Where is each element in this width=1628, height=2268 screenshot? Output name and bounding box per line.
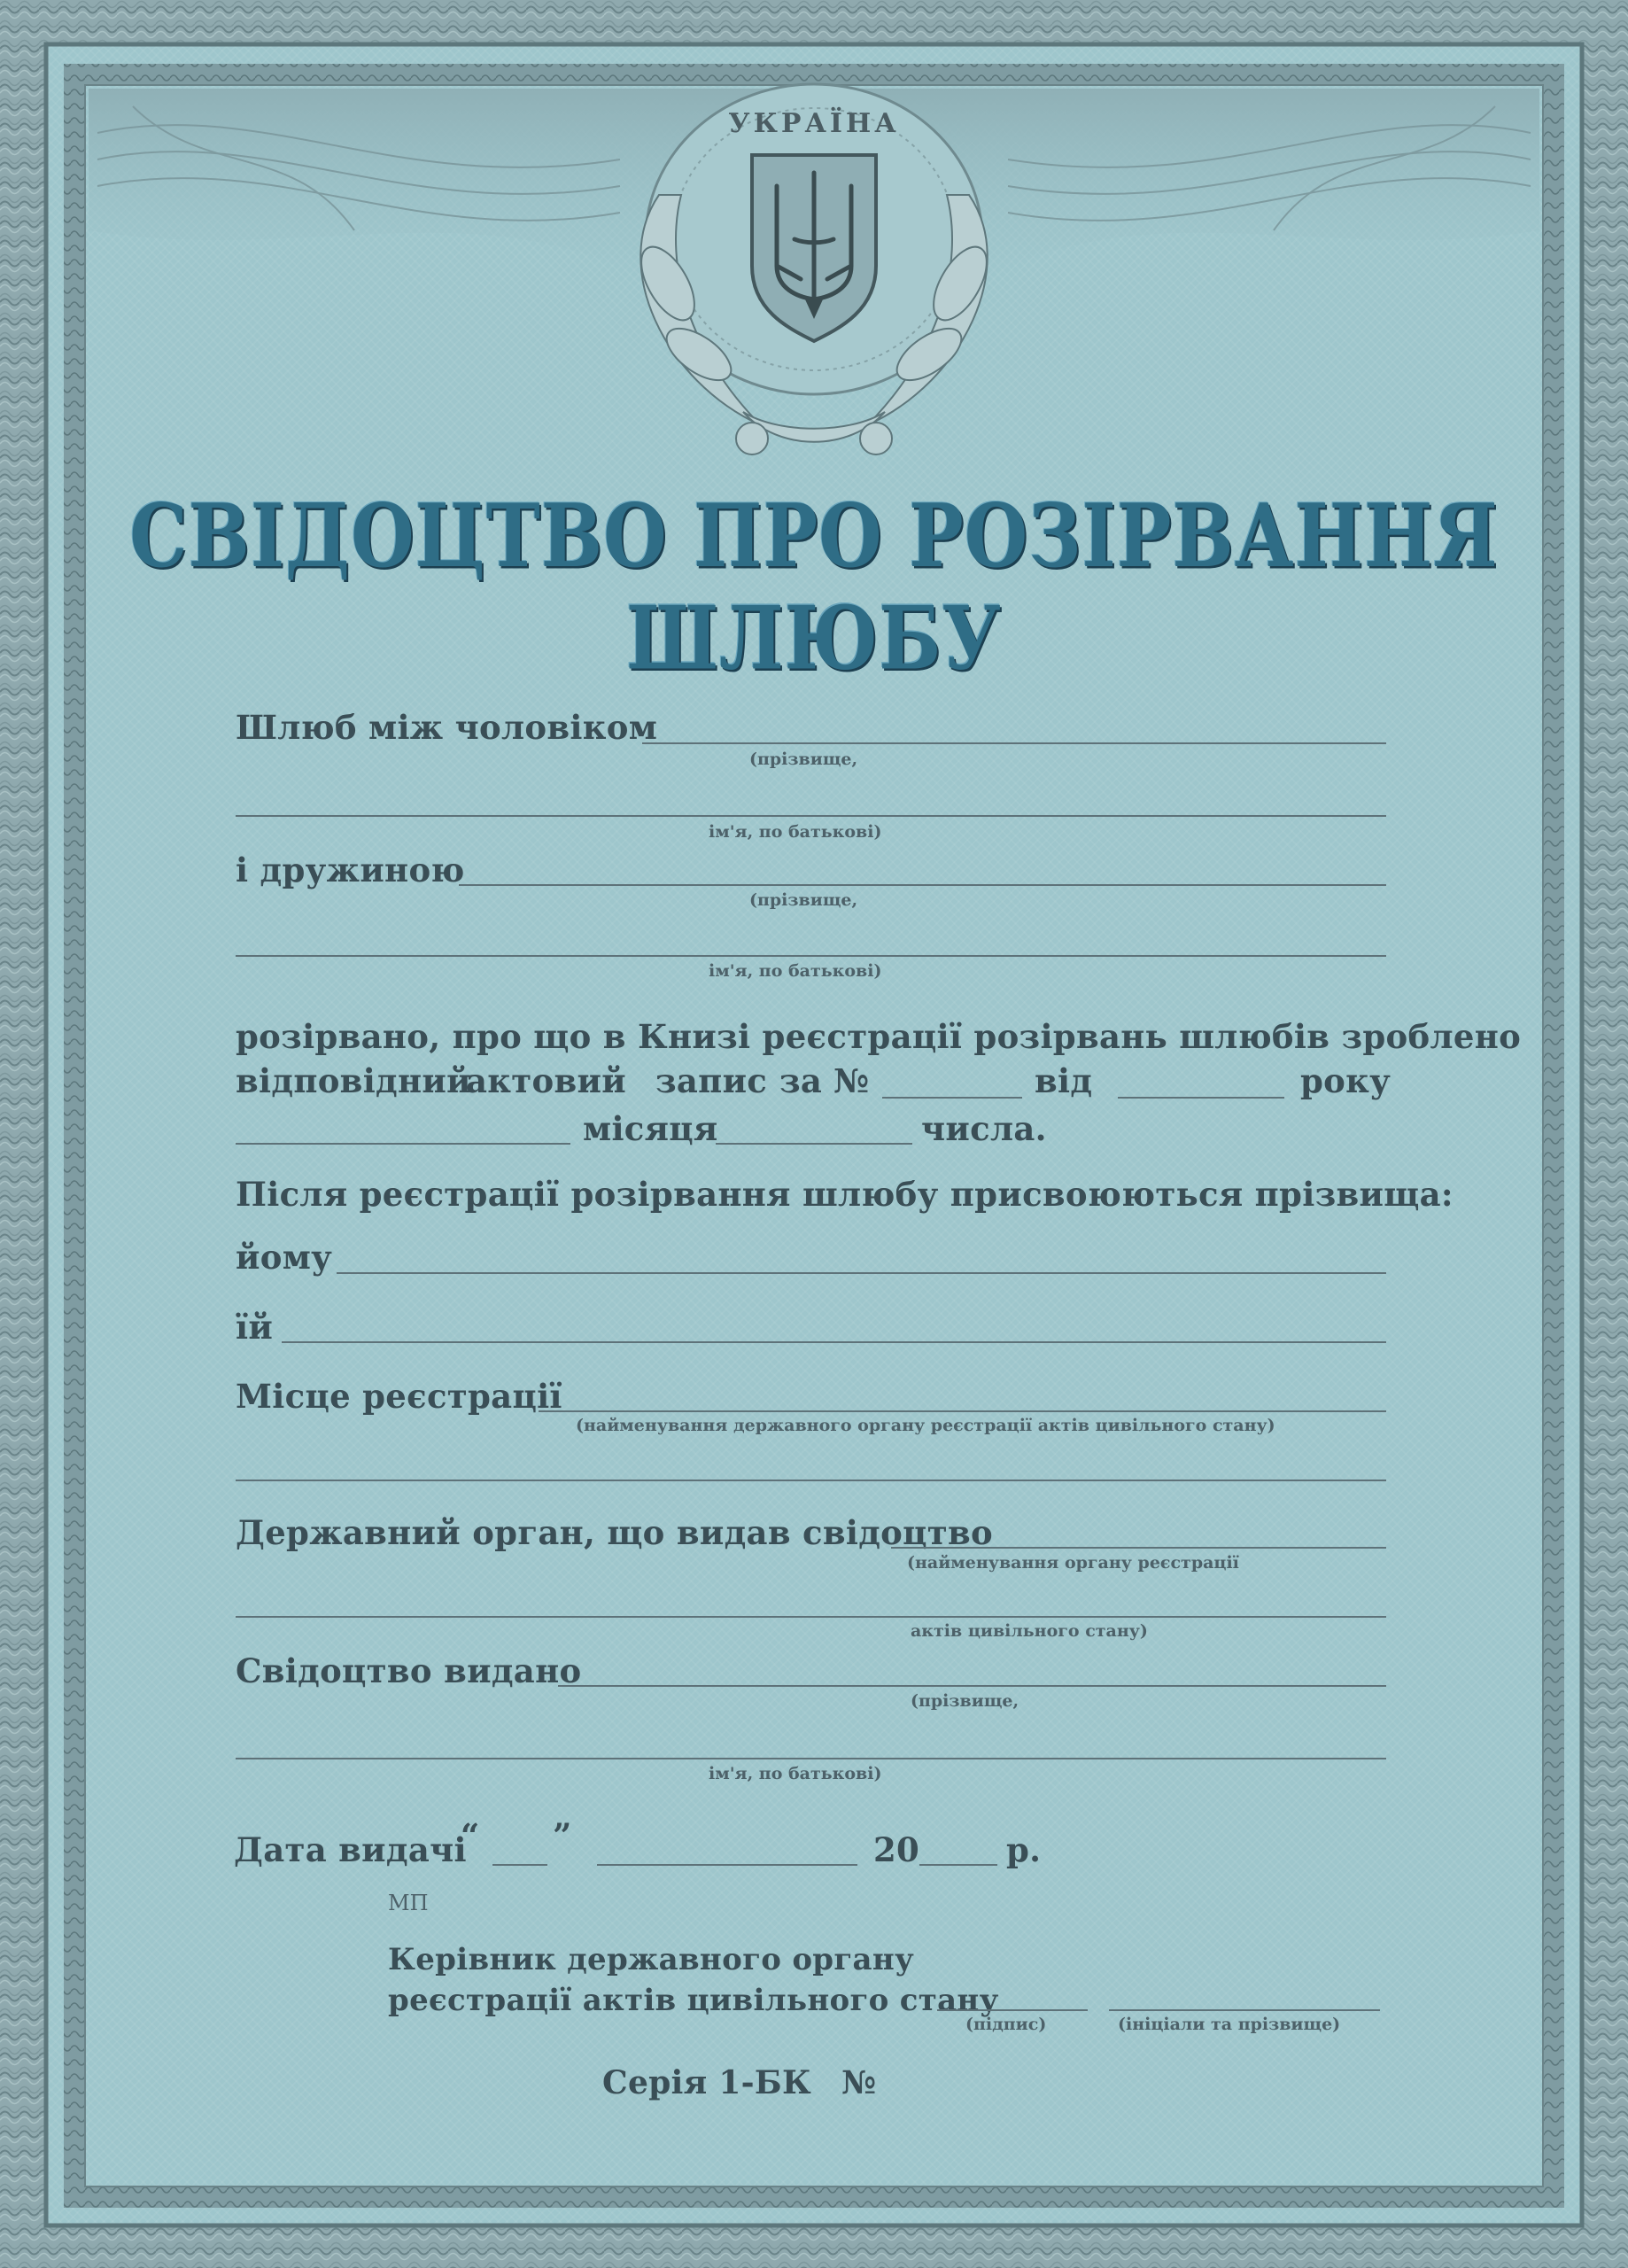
husband-name-hint: ім'я, по батькові) [709, 822, 882, 842]
place-hint: (найменування державного органу реєстрації актів цивільного стану) [576, 1416, 1275, 1435]
record-year: року [1300, 1061, 1392, 1100]
signature-hint: (підпис) [965, 2015, 1047, 2034]
issuer-hint-1: (найменування органу реєстрації [907, 1553, 1239, 1573]
husband-label: Шлюб між чоловіком [236, 708, 658, 747]
record-line-1: розірвано, про що в Книзі реєстрації розірвань шлюбів зроблено [236, 1017, 1522, 1056]
date-month-line [597, 1864, 857, 1866]
issued-to-name-line [236, 1758, 1386, 1759]
initials-line [1109, 2009, 1380, 2011]
issuer-hint-2: актів цивільного стану) [911, 1621, 1148, 1641]
date-open-quote: “ [461, 1816, 480, 1855]
date-century: 20 [873, 1830, 920, 1869]
record-month: місяця [583, 1109, 718, 1148]
husband-surname-hint: (прізвище, [749, 750, 858, 769]
issued-to-surname-hint: (прізвище, [911, 1691, 1019, 1711]
record-word-3: запис [655, 1061, 768, 1100]
date-year-line [919, 1864, 997, 1866]
record-year-line [1118, 1097, 1284, 1099]
head-line-1: Керівник державного органу [388, 1942, 915, 1977]
her-surname-line [282, 1341, 1386, 1343]
record-number-line [882, 1097, 1022, 1099]
issued-to-name-hint: ім'я, по батькові) [709, 1764, 882, 1783]
head-line-2: реєстрації актів цивільного стану [388, 1983, 999, 2018]
signature-line [937, 2009, 1088, 2011]
place-line [539, 1410, 1386, 1412]
issuer-line [891, 1547, 1386, 1549]
seal-mark: МП [388, 1891, 429, 1915]
issuer-label: Державний орган, що видав свідоцтво [236, 1513, 993, 1552]
record-word-2: актовий [466, 1061, 626, 1100]
record-month-line [236, 1143, 570, 1145]
him-label: йому [236, 1238, 333, 1277]
place-label: Місце реєстрації [236, 1377, 562, 1416]
wife-label: і дружиною [236, 850, 465, 889]
page-title: СВІДОЦТВО ПРО РОЗІРВАННЯ ШЛЮБУ [129, 485, 1499, 690]
wife-surname-hint: (прізвище, [749, 890, 858, 910]
wife-name-line [236, 955, 1386, 957]
him-surname-line [337, 1272, 1386, 1274]
record-word-4: за [779, 1061, 823, 1100]
issued-to-surname-line [558, 1685, 1386, 1687]
coat-of-arms-icon [752, 155, 876, 341]
record-number-sign: № [833, 1061, 870, 1100]
issued-to-label: Свідоцтво видано [236, 1651, 582, 1690]
record-from: від [1035, 1061, 1093, 1100]
place-line-2 [236, 1480, 1386, 1481]
date-label: Дата видачі [234, 1830, 467, 1869]
date-close-quote: ” [553, 1816, 572, 1855]
record-word-1: відповідний [236, 1061, 471, 1100]
husband-surname-line [642, 742, 1386, 744]
husband-name-line [236, 815, 1386, 817]
series-label: Серія 1-БК [602, 2064, 812, 2101]
wife-surname-line [459, 884, 1386, 886]
record-day-line [716, 1143, 912, 1145]
country-label: УКРАЇНА [728, 108, 900, 139]
her-label: їй [236, 1308, 274, 1347]
issuer-line-2 [236, 1616, 1386, 1618]
initials-hint: (ініціали та прізвище) [1118, 2015, 1341, 2034]
wife-name-hint: ім'я, по батькові) [709, 961, 882, 981]
after-registration-label: Після реєстрації розірвання шлюбу присвоюються прізвища: [236, 1175, 1454, 1214]
record-day: числа. [921, 1109, 1047, 1148]
date-day-line [492, 1864, 547, 1866]
date-suffix: р. [1006, 1830, 1042, 1869]
series-number-sign: № [841, 2064, 877, 2101]
